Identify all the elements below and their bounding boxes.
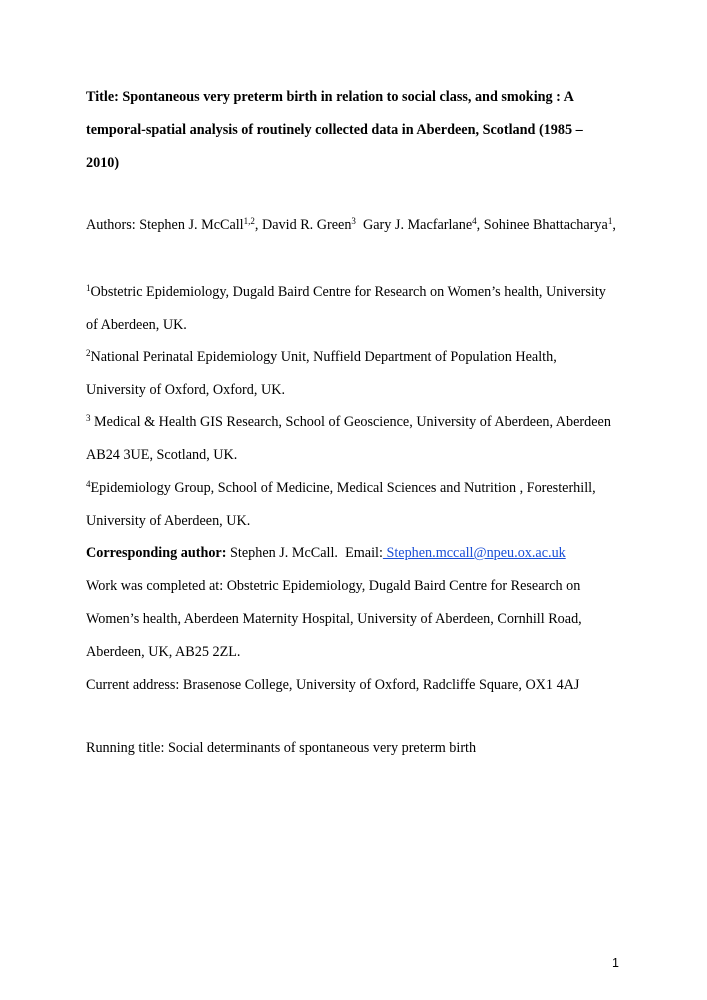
authors-prefix: Authors:: [86, 217, 140, 233]
affiliation-3-line-1: [86, 415, 611, 429]
author-separator: ,: [254, 217, 262, 233]
affiliation-2-line-2: University of Oxford, Oxford, UK.: [86, 382, 285, 398]
affiliation-number: 2: [86, 348, 91, 358]
page-number: 1: [612, 956, 619, 970]
current-address: Current address: Brasenose College, University of Oxford, Radcliffe Square, OX1 4AJ: [86, 677, 580, 693]
affiliation-4-line-1: [86, 481, 596, 495]
affiliation-number: 4: [86, 479, 91, 489]
author-affiliation: 1: [607, 216, 613, 226]
title-line-2: temporal-spatial analysis of routinely collected data in Aberdeen, Scotland (1985 –: [86, 122, 583, 138]
author-affiliation: 1,2: [243, 216, 255, 226]
corresponding-author-line: [86, 546, 566, 560]
work-completed-line-2: Women’s health, Aberdeen Maternity Hospital, University of Aberdeen, Cornhill Road,: [86, 611, 582, 627]
affiliation-text: Obstetric Epidemiology, Dugald Baird Centre for Research on Women’s health, University: [90, 284, 606, 300]
author-affiliation: 4: [472, 216, 477, 226]
title-line-1: Title: Spontaneous very preterm birth in relation to social class, and smoking : A: [86, 89, 574, 105]
author-affiliation: 3: [351, 216, 356, 226]
running-title: Running title: Social determinants of spontaneous very preterm birth: [86, 740, 477, 756]
email-link[interactable]: Stephen.mccall@npeu.ox.ac.uk: [382, 545, 566, 561]
author-name: Stephen J. McCall: [139, 217, 244, 233]
affiliation-1-line-2: of Aberdeen, UK.: [86, 317, 187, 333]
corresponding-name: Stephen J. McCall. Email:: [226, 545, 383, 561]
author-name: Gary J. Macfarlane: [363, 217, 473, 233]
affiliation-3-line-2: AB24 3UE, Scotland, UK.: [86, 447, 238, 463]
affiliation-2-line-1: [86, 350, 557, 364]
affiliation-text: Epidemiology Group, School of Medicine, Medical Sciences and Nutrition , Foresterhill,: [90, 480, 596, 496]
affiliation-4-line-2: University of Aberdeen, UK.: [86, 513, 251, 529]
affiliation-1-line-1: [86, 285, 606, 299]
work-completed-line-3: Aberdeen, UK, AB25 2ZL.: [86, 644, 241, 660]
affiliation-number: 3: [86, 413, 91, 423]
author-separator: ,: [476, 217, 484, 233]
affiliation-text: Medical & Health GIS Research, School of Geoscience, University of Aberdeen, Aberdeen: [90, 414, 611, 430]
title-line-3: 2010): [86, 155, 120, 171]
affiliation-text: National Perinatal Epidemiology Unit, Nuffield Department of Population Health,: [90, 349, 557, 365]
authors-line: [86, 218, 616, 232]
author-name: Sohinee Bhattacharya: [483, 217, 608, 233]
author-name: David R. Green: [261, 217, 352, 233]
affiliation-number: 1: [86, 283, 91, 293]
author-separator: [356, 217, 363, 233]
author-separator: ,: [612, 217, 616, 233]
corresponding-label: Corresponding author:: [86, 545, 227, 561]
work-completed-line-1: Work was completed at: Obstetric Epidemiology, Dugald Baird Centre for Research on: [86, 578, 581, 594]
